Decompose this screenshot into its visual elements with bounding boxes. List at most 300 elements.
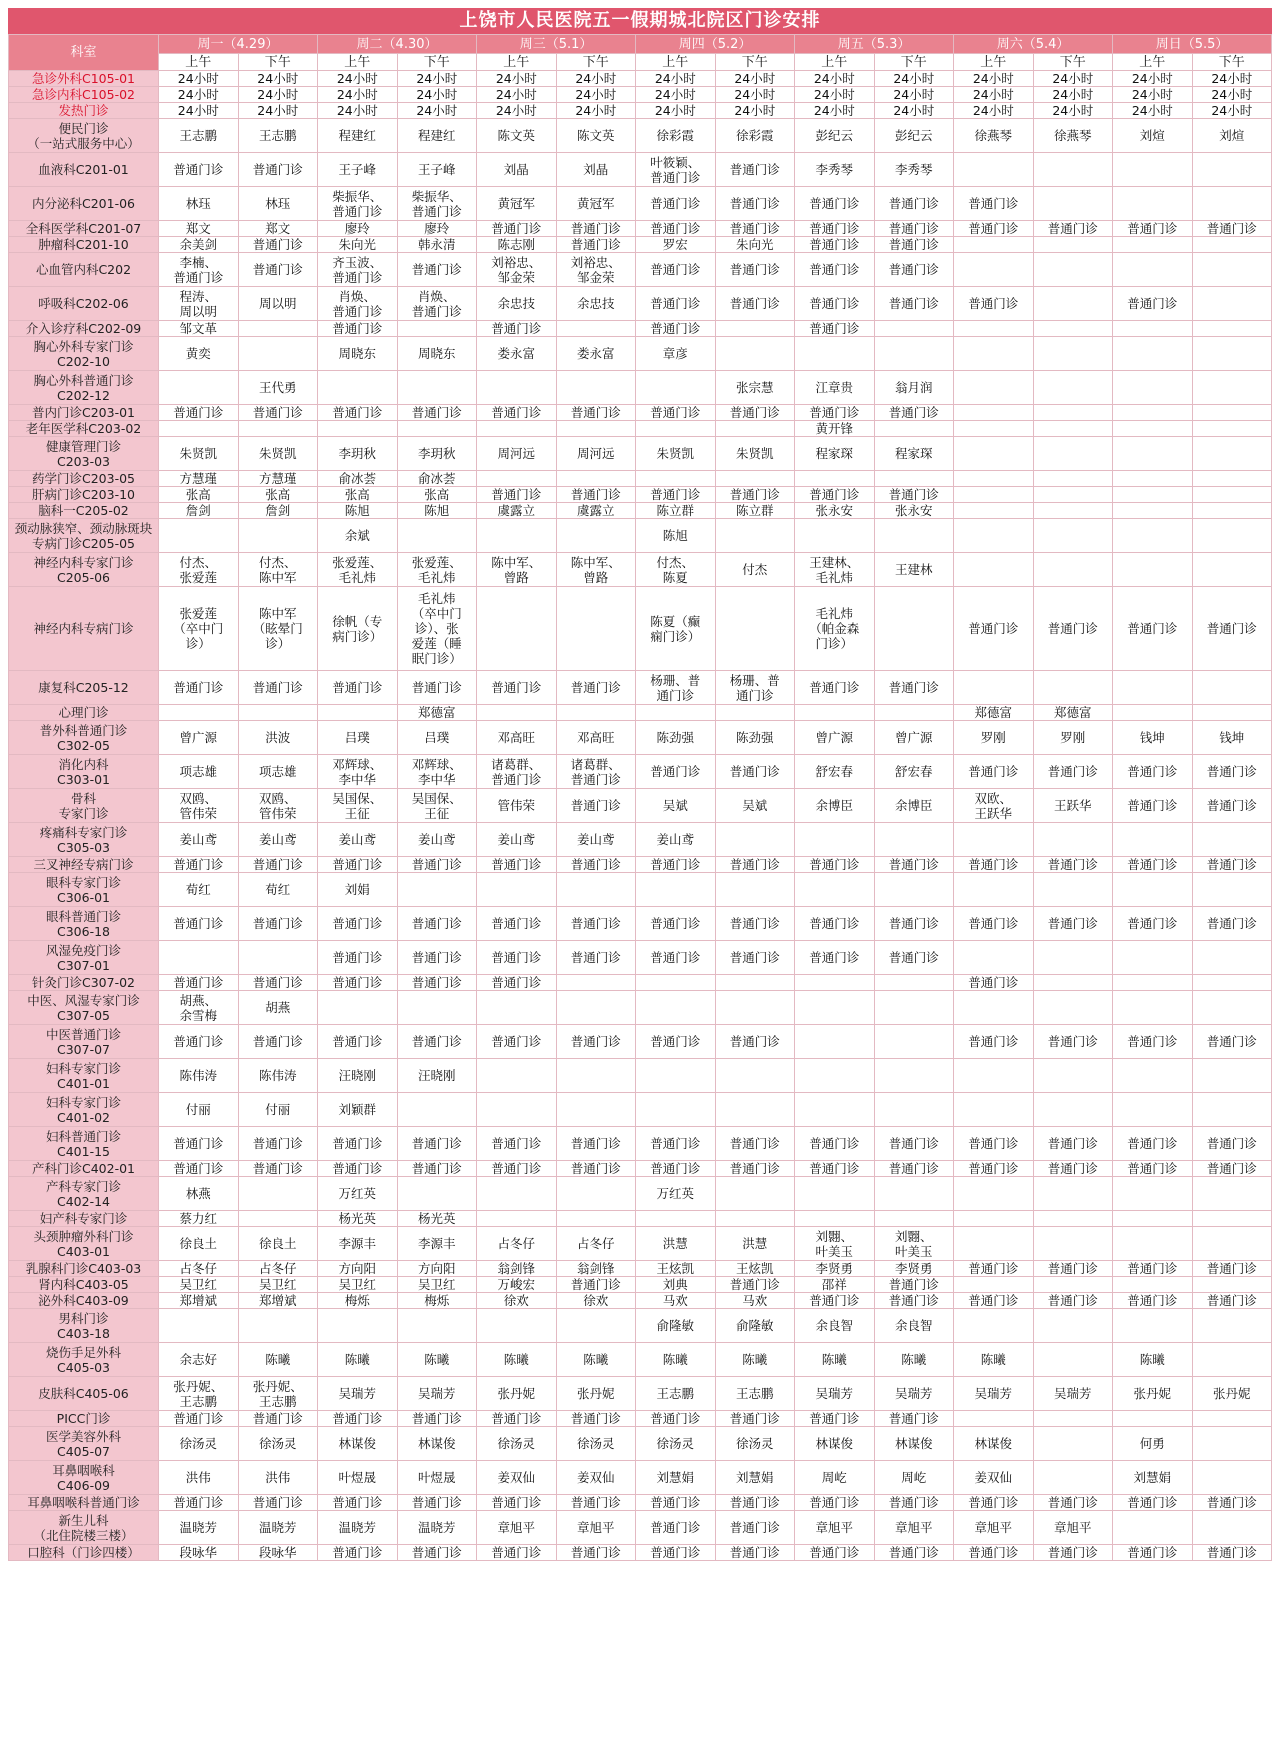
schedule-cell [1192, 487, 1272, 503]
schedule-cell: 钱坤 [1113, 721, 1193, 755]
schedule-cell [636, 421, 716, 437]
schedule-cell: 普通门诊 [874, 487, 954, 503]
schedule-cell: 邵祥 [795, 1277, 875, 1293]
schedule-cell [954, 487, 1034, 503]
schedule-cell [1033, 253, 1113, 287]
schedule-cell: 余良智 [795, 1309, 875, 1343]
schedule-cell [1113, 671, 1193, 705]
schedule-cell [954, 253, 1034, 287]
schedule-cell: 普通门诊 [795, 1127, 875, 1161]
schedule-cell [477, 1211, 557, 1227]
schedule-cell: 吴卫红 [238, 1277, 318, 1293]
session-pm-header: 下午 [874, 54, 954, 71]
table-row [9, 1461, 1272, 1495]
schedule-cell [1192, 975, 1272, 991]
schedule-cell [795, 705, 875, 721]
schedule-cell [1113, 1227, 1193, 1261]
schedule-cell: 郑增斌 [159, 1293, 239, 1309]
schedule-cell: 廖玲 [318, 221, 398, 237]
schedule-cell [318, 371, 398, 405]
schedule-cell: 普通门诊 [1192, 1293, 1272, 1309]
schedule-cell: 胡燕 [238, 991, 318, 1025]
schedule-cell [874, 1059, 954, 1093]
schedule-cell: 普通门诊 [715, 1495, 795, 1511]
schedule-cell [477, 873, 557, 907]
table-row [9, 907, 1272, 941]
schedule-cell [954, 153, 1034, 187]
schedule-cell: 普通门诊 [397, 1495, 477, 1511]
schedule-cell: 普通门诊 [1192, 1261, 1272, 1277]
schedule-cell: 吕璞 [397, 721, 477, 755]
schedule-cell: 普通门诊 [1192, 221, 1272, 237]
session-header-row [9, 54, 1272, 71]
schedule-cell [556, 1211, 636, 1227]
schedule-cell [477, 371, 557, 405]
table-row [9, 187, 1272, 221]
schedule-cell: 普通门诊 [477, 405, 557, 421]
table-row [9, 587, 1272, 671]
schedule-cell [1113, 253, 1193, 287]
dept-name-cell: 内分泌科C201-06 [9, 187, 159, 221]
schedule-cell: 普通门诊 [318, 907, 398, 941]
schedule-cell [1113, 421, 1193, 437]
schedule-cell: 普通门诊 [1033, 1495, 1113, 1511]
schedule-cell [1033, 371, 1113, 405]
schedule-cell: 刘煊 [1113, 119, 1193, 153]
day-header: 周日（5.5） [1113, 35, 1272, 54]
schedule-cell: 普通门诊 [795, 405, 875, 421]
schedule-cell: 普通门诊 [954, 1293, 1034, 1309]
schedule-cell: 翁剑锋 [556, 1261, 636, 1277]
schedule-cell [1033, 1177, 1113, 1211]
schedule-cell [159, 1309, 239, 1343]
schedule-cell: 陈旭 [397, 503, 477, 519]
schedule-cell: 普通门诊 [715, 1025, 795, 1059]
schedule-cell: 普通门诊 [954, 975, 1034, 991]
schedule-cell: 曾广源 [159, 721, 239, 755]
table-row [9, 1127, 1272, 1161]
schedule-cell: 普通门诊 [1113, 755, 1193, 789]
schedule-cell: 双鸥、 管伟荣 [159, 789, 239, 823]
table-row [9, 437, 1272, 471]
schedule-cell [1192, 153, 1272, 187]
schedule-cell [874, 705, 954, 721]
schedule-cell: 普通门诊 [159, 153, 239, 187]
schedule-cell [954, 471, 1034, 487]
schedule-cell: 普通门诊 [397, 857, 477, 873]
dept-name-cell: 乳腺科门诊C403-03 [9, 1261, 159, 1277]
schedule-cell: 陈劲强 [636, 721, 716, 755]
schedule-cell [1192, 471, 1272, 487]
schedule-cell: 毛礼炜 （帕金森 门诊） [795, 587, 875, 671]
schedule-cell [795, 519, 875, 553]
schedule-cell: 廖玲 [397, 221, 477, 237]
schedule-cell [1192, 371, 1272, 405]
schedule-cell [874, 991, 954, 1025]
schedule-cell [1033, 421, 1113, 437]
schedule-cell: 江章贵 [795, 371, 875, 405]
schedule-cell: 万红英 [318, 1177, 398, 1211]
schedule-cell [1192, 1343, 1272, 1377]
session-am-header: 上午 [477, 54, 557, 71]
schedule-cell: 普通门诊 [874, 1545, 954, 1561]
schedule-cell [397, 1093, 477, 1127]
dept-name-cell: 神经内科专家门诊 C205-06 [9, 553, 159, 587]
table-row [9, 1227, 1272, 1261]
schedule-cell: 普通门诊 [874, 907, 954, 941]
schedule-cell: 徐汤灵 [715, 1427, 795, 1461]
schedule-cell: 黄冠军 [556, 187, 636, 221]
schedule-cell [1113, 237, 1193, 253]
schedule-cell [1192, 1411, 1272, 1427]
schedule-cell: 刘慧娟 [715, 1461, 795, 1495]
schedule-cell: 24小时 [238, 71, 318, 87]
dept-name-cell: 耳鼻咽喉科 C406-09 [9, 1461, 159, 1495]
schedule-cell: 普通门诊 [636, 1495, 716, 1511]
schedule-cell [1033, 1211, 1113, 1227]
schedule-cell: 普通门诊 [874, 941, 954, 975]
schedule-cell: 普通门诊 [318, 1411, 398, 1427]
schedule-cell [1113, 941, 1193, 975]
schedule-cell: 翁剑锋 [477, 1261, 557, 1277]
schedule-cell: 普通门诊 [1192, 755, 1272, 789]
schedule-cell: 24小时 [1033, 103, 1113, 119]
schedule-cell: 方慧瑾 [238, 471, 318, 487]
schedule-cell: 普通门诊 [715, 287, 795, 321]
table-row [9, 405, 1272, 421]
day-header: 周二（4.30） [318, 35, 477, 54]
dept-name-cell: 产科门诊C402-01 [9, 1161, 159, 1177]
schedule-cell: 普通门诊 [1192, 1161, 1272, 1177]
schedule-cell: 普通门诊 [636, 1411, 716, 1427]
schedule-cell: 普通门诊 [715, 941, 795, 975]
schedule-cell: 刘典 [636, 1277, 716, 1293]
schedule-cell: 24小时 [556, 71, 636, 87]
schedule-cell: 普通门诊 [715, 1545, 795, 1561]
schedule-cell: 普通门诊 [954, 857, 1034, 873]
schedule-cell [318, 991, 398, 1025]
session-pm-header: 下午 [238, 54, 318, 71]
schedule-cell: 普通门诊 [1113, 789, 1193, 823]
schedule-cell: 叶筱颖、 普通门诊 [636, 153, 716, 187]
schedule-cell [954, 237, 1034, 253]
table-row [9, 1161, 1272, 1177]
schedule-cell [874, 321, 954, 337]
schedule-cell: 杨光英 [397, 1211, 477, 1227]
dept-name-cell: 中医、风湿专家门诊 C307-05 [9, 991, 159, 1025]
schedule-cell [1192, 1211, 1272, 1227]
schedule-cell: 刘翾、 叶美玉 [874, 1227, 954, 1261]
schedule-cell: 普通门诊 [318, 321, 398, 337]
schedule-cell: 普通门诊 [397, 1025, 477, 1059]
schedule-cell: 普通门诊 [477, 1411, 557, 1427]
schedule-cell: 陈曦 [795, 1343, 875, 1377]
schedule-cell [636, 991, 716, 1025]
schedule-cell [954, 941, 1034, 975]
dept-name-cell: 康复科C205-12 [9, 671, 159, 705]
schedule-cell [1192, 941, 1272, 975]
schedule-cell: 普通门诊 [954, 1495, 1034, 1511]
table-row [9, 503, 1272, 519]
schedule-cell: 普通门诊 [477, 671, 557, 705]
schedule-cell [954, 1059, 1034, 1093]
schedule-cell: 吴瑞芳 [318, 1377, 398, 1411]
schedule-cell [1033, 471, 1113, 487]
session-pm-header: 下午 [715, 54, 795, 71]
schedule-cell: 邹文革 [159, 321, 239, 337]
schedule-cell: 普通门诊 [874, 1495, 954, 1511]
schedule-cell: 普通门诊 [874, 187, 954, 221]
schedule-cell: 普通门诊 [1192, 587, 1272, 671]
schedule-cell [795, 471, 875, 487]
dept-name-cell: 胸心外科普通门诊 C202-12 [9, 371, 159, 405]
schedule-cell: 24小时 [954, 103, 1034, 119]
dept-name-cell: 中医普通门诊 C307-07 [9, 1025, 159, 1059]
schedule-cell: 姜双仙 [556, 1461, 636, 1495]
schedule-cell [1113, 153, 1193, 187]
schedule-cell: 陈文英 [477, 119, 557, 153]
session-am-header: 上午 [1113, 54, 1193, 71]
schedule-cell: 普通门诊 [715, 253, 795, 287]
schedule-cell: 柴振华、 普通门诊 [397, 187, 477, 221]
schedule-cell: 普通门诊 [1033, 1545, 1113, 1561]
schedule-cell [795, 1025, 875, 1059]
schedule-cell: 章旭平 [477, 1511, 557, 1545]
schedule-cell: 普通门诊 [795, 671, 875, 705]
schedule-cell [1113, 823, 1193, 857]
dept-name-cell: 健康管理门诊 C203-03 [9, 437, 159, 471]
table-row [9, 119, 1272, 153]
schedule-cell [556, 1059, 636, 1093]
schedule-cell: 徐汤灵 [477, 1427, 557, 1461]
schedule-cell: 24小时 [159, 87, 239, 103]
schedule-cell: 普通门诊 [556, 1545, 636, 1561]
schedule-cell [874, 519, 954, 553]
schedule-cell: 普通门诊 [159, 671, 239, 705]
dept-name-cell: 呼吸科C202-06 [9, 287, 159, 321]
schedule-cell [477, 587, 557, 671]
schedule-cell: 普通门诊 [556, 1411, 636, 1427]
schedule-cell [715, 991, 795, 1025]
schedule-cell: 普通门诊 [1033, 1293, 1113, 1309]
table-row [9, 1545, 1272, 1561]
schedule-cell: 章旭平 [1033, 1511, 1113, 1545]
schedule-cell: 陈文英 [556, 119, 636, 153]
schedule-cell: 蔡力红 [159, 1211, 239, 1227]
schedule-cell: 普通门诊 [795, 857, 875, 873]
schedule-cell [636, 1093, 716, 1127]
schedule-cell: 王跃华 [1033, 789, 1113, 823]
schedule-cell: 张丹妮 [1192, 1377, 1272, 1411]
schedule-cell: 李楠、 普通门诊 [159, 253, 239, 287]
schedule-cell: 彭纪云 [795, 119, 875, 153]
schedule-cell [874, 1025, 954, 1059]
schedule-cell: 王建林、 毛礼炜 [795, 553, 875, 587]
schedule-cell: 程家琛 [874, 437, 954, 471]
schedule-cell: 郑文 [238, 221, 318, 237]
schedule-cell [477, 1059, 557, 1093]
schedule-cell: 吴瑞芳 [954, 1377, 1034, 1411]
schedule-cell: 普通门诊 [556, 405, 636, 421]
schedule-cell: 普通门诊 [636, 857, 716, 873]
schedule-cell: 24小时 [636, 71, 716, 87]
schedule-cell: 24小时 [795, 87, 875, 103]
schedule-cell: 普通门诊 [1113, 287, 1193, 321]
schedule-cell [397, 873, 477, 907]
schedule-cell: 普通门诊 [159, 1127, 239, 1161]
dept-name-cell: 心血管内科C202 [9, 253, 159, 287]
schedule-cell: 周河远 [556, 437, 636, 471]
schedule-cell: 罗刚 [954, 721, 1034, 755]
schedule-cell: 林珏 [159, 187, 239, 221]
dept-name-cell: 全科医学科C201-07 [9, 221, 159, 237]
schedule-cell: 徐燕琴 [1033, 119, 1113, 153]
schedule-cell: 吴瑞芳 [1033, 1377, 1113, 1411]
schedule-cell [1113, 553, 1193, 587]
schedule-cell [1033, 187, 1113, 221]
schedule-cell [715, 337, 795, 371]
schedule-cell: 姜山鸢 [556, 823, 636, 857]
schedule-cell: 朱贤凯 [715, 437, 795, 471]
schedule-cell: 陈中军、 曾路 [556, 553, 636, 587]
schedule-cell: 王志鹏 [238, 119, 318, 153]
schedule-cell: 普通门诊 [954, 1161, 1034, 1177]
schedule-cell [159, 941, 239, 975]
schedule-cell [1192, 1461, 1272, 1495]
schedule-cell: 俞隆敏 [715, 1309, 795, 1343]
schedule-cell [954, 337, 1034, 371]
table-row [9, 553, 1272, 587]
schedule-cell: 徐欢 [556, 1293, 636, 1309]
schedule-cell [715, 1093, 795, 1127]
schedule-cell: 普通门诊 [477, 321, 557, 337]
schedule-cell: 杨珊、普 通门诊 [715, 671, 795, 705]
schedule-cell: 陈志刚 [477, 237, 557, 253]
dept-name-cell: 急诊内科C105-02 [9, 87, 159, 103]
schedule-cell [715, 1211, 795, 1227]
schedule-cell: 陈旭 [636, 519, 716, 553]
schedule-cell: 陈夏（癫 痫门诊） [636, 587, 716, 671]
schedule-cell: 杨珊、普 通门诊 [636, 671, 716, 705]
schedule-cell [556, 421, 636, 437]
schedule-cell [715, 1177, 795, 1211]
schedule-cell: 24小时 [159, 71, 239, 87]
schedule-cell: 普通门诊 [874, 857, 954, 873]
schedule-cell: 姜双仙 [954, 1461, 1034, 1495]
schedule-cell [1192, 705, 1272, 721]
schedule-cell [636, 705, 716, 721]
schedule-cell: 普通门诊 [874, 1127, 954, 1161]
schedule-cell [1113, 1411, 1193, 1427]
schedule-cell [636, 1211, 716, 1227]
schedule-cell: 俞冰荟 [318, 471, 398, 487]
schedule-cell: 普通门诊 [1033, 755, 1113, 789]
schedule-cell: 温晓芳 [318, 1511, 398, 1545]
schedule-cell: 诸葛群、 普通门诊 [477, 755, 557, 789]
schedule-cell: 黄冠军 [477, 187, 557, 221]
session-pm-header: 下午 [1192, 54, 1272, 71]
schedule-cell: 曾广源 [795, 721, 875, 755]
schedule-cell: 陈中军 （眩晕门 诊） [238, 587, 318, 671]
schedule-cell: 陈曦 [874, 1343, 954, 1377]
schedule-cell [1192, 1511, 1272, 1545]
schedule-cell [795, 1093, 875, 1127]
schedule-cell: 普通门诊 [1033, 1261, 1113, 1277]
schedule-cell: 吴国保、 王征 [318, 789, 398, 823]
schedule-cell [715, 321, 795, 337]
dept-name-cell: 泌外科C403-09 [9, 1293, 159, 1309]
day-header: 周五（5.3） [795, 35, 954, 54]
schedule-cell [1192, 553, 1272, 587]
schedule-cell [1033, 405, 1113, 421]
schedule-cell [954, 519, 1034, 553]
schedule-cell [1192, 1177, 1272, 1211]
schedule-cell: 邓高旺 [556, 721, 636, 755]
schedule-cell: 普通门诊 [1192, 907, 1272, 941]
schedule-cell [238, 705, 318, 721]
table-row [9, 1177, 1272, 1211]
schedule-cell: 方向阳 [318, 1261, 398, 1277]
schedule-cell [1033, 823, 1113, 857]
schedule-cell [397, 421, 477, 437]
table-row [9, 221, 1272, 237]
schedule-cell: 程涛、 周以明 [159, 287, 239, 321]
schedule-cell: 王炫凯 [636, 1261, 716, 1277]
schedule-cell: 余博臣 [795, 789, 875, 823]
schedule-cell: 24小时 [874, 71, 954, 87]
schedule-cell: 徐汤灵 [159, 1427, 239, 1461]
schedule-cell: 余博臣 [874, 789, 954, 823]
schedule-cell [477, 1309, 557, 1343]
schedule-cell: 陈曦 [238, 1343, 318, 1377]
schedule-cell: 普通门诊 [556, 1127, 636, 1161]
schedule-cell [556, 991, 636, 1025]
schedule-cell: 普通门诊 [159, 1161, 239, 1177]
schedule-cell: 徐良土 [238, 1227, 318, 1261]
schedule-cell: 章旭平 [795, 1511, 875, 1545]
schedule-cell [1033, 321, 1113, 337]
schedule-cell [1033, 1411, 1113, 1427]
table-row [9, 823, 1272, 857]
schedule-cell [1033, 337, 1113, 371]
schedule-cell: 普通门诊 [238, 907, 318, 941]
schedule-cell [954, 1309, 1034, 1343]
schedule-cell [1033, 553, 1113, 587]
schedule-cell: 张爱莲 （卒中门 诊） [159, 587, 239, 671]
schedule-cell: 普通门诊 [477, 907, 557, 941]
schedule-cell: 24小时 [556, 103, 636, 119]
schedule-cell: 马欢 [715, 1293, 795, 1309]
schedule-cell: 李秀琴 [874, 153, 954, 187]
day-header-row [9, 35, 1272, 54]
schedule-cell: 刘慧娟 [1113, 1461, 1193, 1495]
schedule-cell [636, 1059, 716, 1093]
schedule-cell [1113, 1511, 1193, 1545]
schedule-cell [1033, 1227, 1113, 1261]
schedule-cell: 章彦 [636, 337, 716, 371]
schedule-cell [874, 975, 954, 991]
schedule-cell: 郑增斌 [238, 1293, 318, 1309]
schedule-cell: 普通门诊 [636, 221, 716, 237]
schedule-cell: 李玥秋 [318, 437, 398, 471]
schedule-cell: 普通门诊 [159, 405, 239, 421]
table-row [9, 71, 1272, 87]
table-row [9, 153, 1272, 187]
schedule-cell: 24小时 [1033, 87, 1113, 103]
schedule-cell: 普通门诊 [715, 1277, 795, 1293]
schedule-cell: 吴斌 [636, 789, 716, 823]
schedule-cell: 普通门诊 [795, 1411, 875, 1427]
